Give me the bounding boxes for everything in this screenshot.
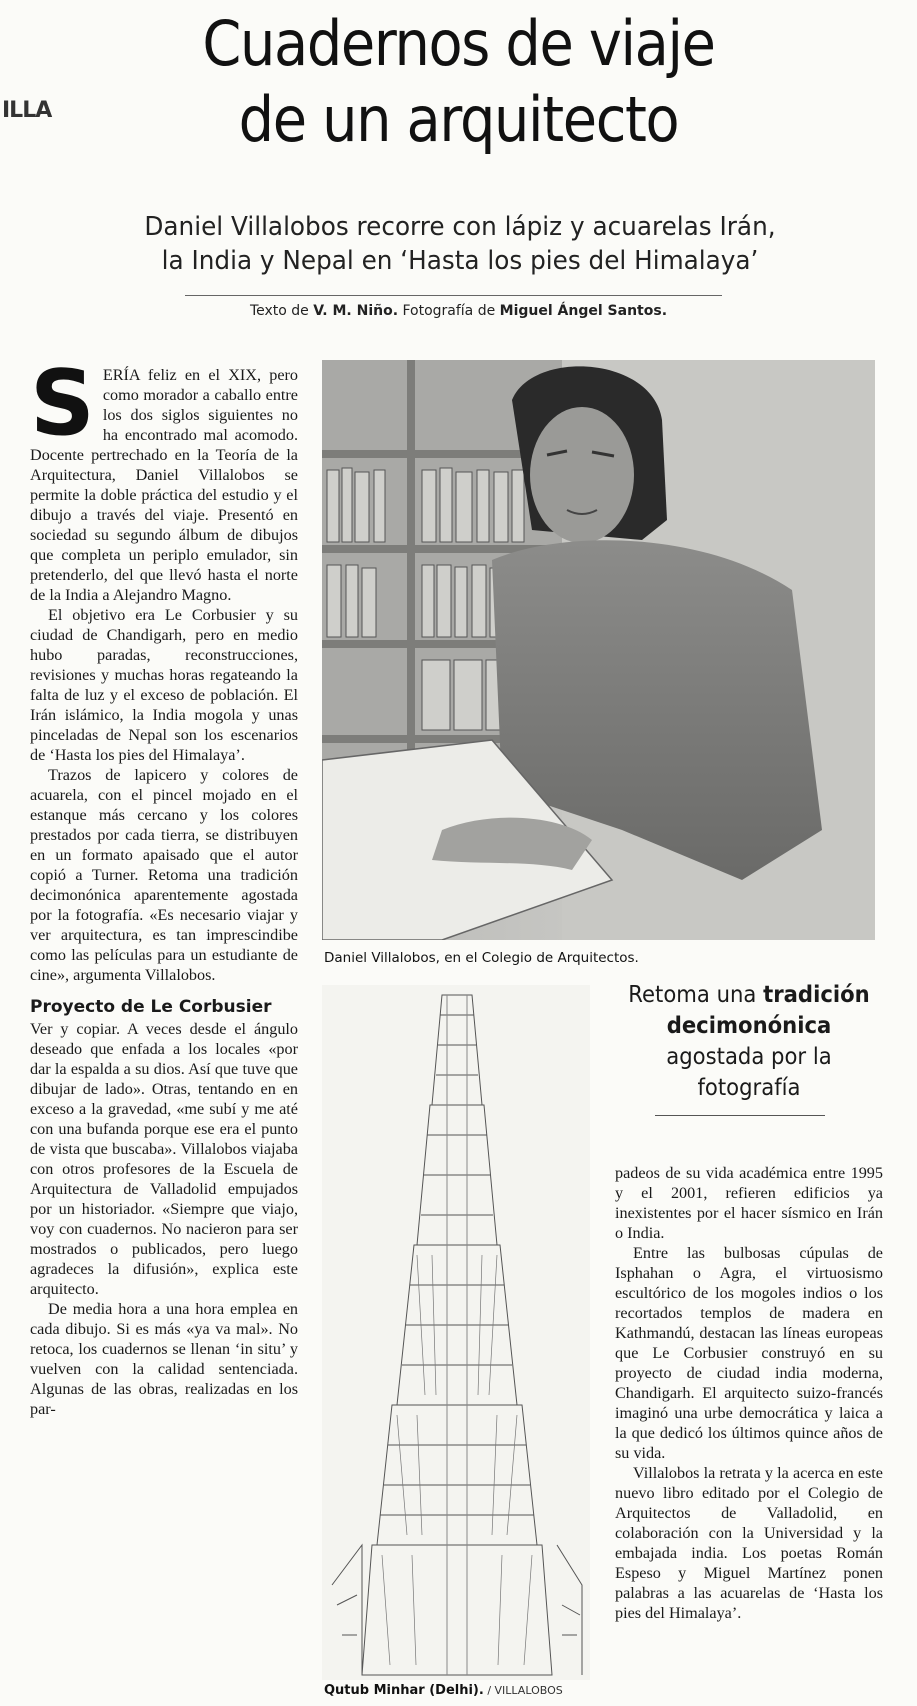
photo-caption: Daniel Villalobos, en el Colegio de Arquitectos.	[324, 950, 639, 966]
architect-photo-image	[322, 360, 875, 940]
subtitle-line-2: la India y Nepal en ‘Hasta los pies del Himalaya’	[161, 246, 759, 276]
subtitle-line-1: Daniel Villalobos recorre con lápiz y acuarelas Irán,	[144, 212, 776, 242]
pull-quote-bold: tradición decimonónica	[666, 982, 870, 1039]
article-column-1	[30, 351, 298, 1419]
section-heading: Proyecto de Le Corbusier	[30, 997, 272, 1017]
qutub-minar-sketch	[322, 985, 590, 1680]
byline-photographer: Miguel Ángel Santos.	[499, 303, 668, 319]
headline	[46, 6, 871, 158]
paragraph: padeos de su vida académica entre 1995 y el 2001, refieren edificios ya inexistentes por el hacer sísmico en Irán o India.	[615, 1164, 883, 1242]
page-edge-fragment: ILLA	[2, 98, 52, 123]
paragraph: De media hora a una hora emplea en cada dibujo. Si es más «ya va mal». No retoca, los cuadernos se llenan ‘in situ’ y vuelven con la calidad sentenciada. Algunas de las obras, realizadas en los par-	[30, 1300, 298, 1418]
byline-text-prefix: Texto de	[249, 303, 314, 319]
pull-quote-rule	[655, 1115, 825, 1116]
sketch-caption-title: Qutub Minhar (Delhi).	[324, 1683, 484, 1698]
article-column-3	[615, 1163, 883, 1623]
pull-quote-post: agostada por la fotografía	[666, 1044, 832, 1101]
paragraph: Trazos de lapicero y colores de acuarela, con el pincel mojado en el estanque más cercano y los colores prestados por cada tierra, se distribuyen en un formato apaisado que el autor copió a Turner. Retoma una tradición decimonónica aparentemente agostada por la fotografía. «Es necesario viajar y ver arquitectura, es tan imprescindibe como las películas para un estudiante de cine», argumenta Villalobos.	[30, 766, 298, 984]
paragraph: El objetivo era Le Corbusier y su ciudad de Chandigarh, pero en medio hubo paradas, reconstrucciones, revisiones y muchas horas regateando la falta de luz y el exceso de población. El Irán islámico, la India mogola y unas pinceladas de Nepal son los escenarios de ‘Hasta los pies del Himalaya’.	[30, 606, 298, 764]
headline-line-2: de un arquitecto	[238, 83, 679, 156]
paragraph: Entre las bulbosas cúpulas de Isphahan o Agra, el virtuosismo escultórico de los mogoles indios o los recortados templos de madera en Kathmandú, destacan las líneas europeas que Le Corbusier construyó en su proyecto de ciudad india moderna, Chandigarh. El arquitecto suizo-francés imaginó una urbe democrática y laica a la que dedicó los últimos quince años de su vida.	[615, 1244, 883, 1462]
pull-quote	[621, 980, 877, 1104]
architect-photo	[322, 360, 875, 940]
sketch-caption-credit: / VILLALOBOS	[483, 1684, 563, 1697]
subtitle	[61, 210, 859, 278]
qutub-minar-sketch-image	[322, 985, 590, 1680]
drop-cap: S	[30, 351, 95, 456]
paragraph: Villalobos la retrata y la acerca en este nuevo libro editado por el Colegio de Arquitectos de Valladolid, en colaboración con la Universidad y la embajada india. Los poetas Román Espeso y Miguel Martínez ponen palabras a las acuarelas de ‘Hasta los pies del Himalaya’.	[615, 1464, 883, 1622]
byline-photo-prefix: Fotografía de	[398, 303, 500, 319]
byline-author: V. M. Niño.	[313, 303, 399, 319]
paragraph: ERÍA feliz en el XIX, pero como morador a caballo entre los dos siglos siguientes no ha encontrado mal acomodo. Docente pertrechado en la Teoría de la Arquitectura, Daniel Villalobos se permite la doble práctica del estudio y el dibujo a través del viaje. Presentó en sociedad su segundo álbum de dibujos que completa un periplo emulador, sin pretenderlo, del que llevó hasta el norte de la India a Alejandro Magno.	[30, 366, 298, 604]
headline-line-1: Cuadernos de viaje	[202, 7, 715, 80]
pull-quote-pre: Retoma una	[628, 982, 764, 1008]
sketch-caption	[324, 1683, 563, 1698]
subtitle-rule	[185, 295, 722, 296]
paragraph: Ver y copiar. A veces desde el ángulo deseado que enfada a los locales «por dar la espalda a su dios. Así que tuve que dibujar de lado». Otras, tentando en en exceso a la gravedad, «me subí y me até con una bufanda porque ese era el punto de vista que buscaba». Villalobos viajaba con otros profesores de la Escuela de Arquitectura de Valladolid empujados por un historiador. «Siempre que viajo, voy con cuadernos. No nacieron para ser mostrados o publicados, pero luego agradeces la difusión», explica este arquitecto.	[30, 1020, 298, 1298]
byline	[0, 303, 917, 319]
